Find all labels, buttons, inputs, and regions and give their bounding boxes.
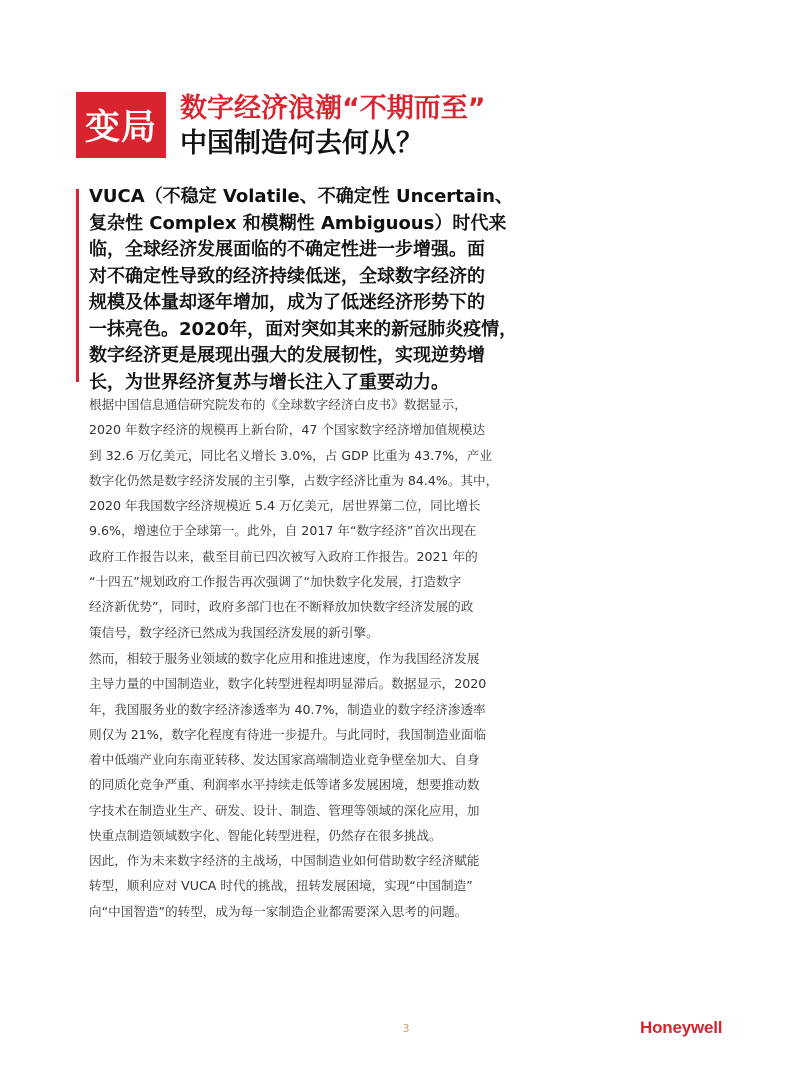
body-paragraph-3: [89, 848, 529, 924]
body-line: 根据中国信息通信研究院发布的《全球数字经济白皮书》数据显示，: [89, 397, 467, 412]
body-line: 因此，作为未来数字经济的主战场，中国制造业如何借助数字经济赋能: [89, 853, 480, 868]
title-line-1: 数字经济浪潮“不期而至”: [180, 93, 486, 124]
lead-line: VUCA（不稳定 Volatile、不确定性 Uncertain、: [89, 186, 513, 207]
title-line-2: 中国制造何去何从？: [180, 128, 423, 159]
lead-line: 数字经济更是展现出强大的发展韧性，实现逆势增: [89, 345, 485, 366]
honeywell-logo: Honeywell: [640, 1018, 723, 1037]
page-number: 3: [402, 1022, 410, 1035]
section-badge: 变局: [76, 92, 166, 158]
body-line: 政府工作报告以来，截至目前已四次被写入政府工作报告。2021 年的: [89, 548, 478, 564]
lead-line: 一抹亮色。2020年，面对突如其来的新冠肺炎疫情，: [89, 318, 518, 340]
body-line: 然而，相较于服务业领域的数字化应用和推进速度，作为我国经济发展: [89, 651, 480, 666]
body-line: 字技术在制造业生产、研发、设计、制造、管理等领域的深化应用，加: [89, 802, 480, 818]
body-line: 向“中国智造”的转型，成为每一家制造企业都需要深入思考的问题。: [89, 903, 468, 919]
body-line: 经济新优势”，同时，政府多部门也在不断释放加快数字经济发展的政: [89, 599, 474, 615]
body-line: 2020 年数字经济的规模再上新台阶，47 个国家数字经济增加值规模达: [89, 422, 486, 438]
body-line: 主导力量的中国制造业，数字化转型进程却明显滞后。数据显示，2020: [89, 676, 487, 692]
body-paragraph-1: [89, 392, 529, 645]
body-line: 年，我国服务业的数字经济渗透率为 40.7%，制造业的数字经济渗透率: [89, 701, 486, 717]
body-line: 9.6%，增速位于全球第一。此外，自 2017 年“数字经济”首次出现在: [89, 523, 477, 539]
lead-paragraph: [89, 184, 529, 396]
body-line: 数字化仍然是数字经济发展的主引擎，占数字经济比重为 84.4%。其中，: [89, 472, 499, 488]
body-paragraph-2: [89, 646, 529, 848]
lead-line: 规模及体量却逐年增加，成为了低迷经济形势下的: [89, 292, 485, 313]
body-line: 着中低端产业向东南亚转移、发达国家高端制造业竞争壁垒加大、自身: [89, 752, 480, 768]
lead-line: 临，全球经济发展面临的不确定性进一步增强。面: [89, 239, 485, 260]
body-line: 2020 年我国数字经济规模近 5.4 万亿美元，居世界第二位，同比增长: [89, 498, 481, 514]
body-line: 策信号，数字经济已然成为我国经济发展的新引擎。: [89, 624, 379, 640]
body-line: 的同质化竞争严重、利润率水平持续走低等诸多发展困境，想要推动数: [89, 777, 480, 793]
body-line: 到 32.6 万亿美元，同比名义增长 3.0%，占 GDP 比重为 43.7%，产业: [89, 447, 492, 463]
lead-line: 复杂性 Complex 和模糊性 Ambiguous）时代来: [89, 212, 507, 234]
lead-accent-bar: [76, 189, 79, 382]
lead-line: 长，为世界经济复苏与增长注入了重要动力。: [89, 371, 449, 393]
lead-line: 对不确定性导致的经济持续低迷，全球数字经济的: [89, 265, 485, 287]
body-line: 转型，顺利应对 VUCA 时代的挑战，扭转发展困境，实现“中国制造”: [89, 878, 473, 894]
body-line: 快重点制造领域数字化、智能化转型进程，仍然存在很多挑战。: [89, 828, 442, 844]
body-line: “十四五”规划政府工作报告再次强调了“加快数字化发展，打造数字: [89, 574, 462, 590]
body-line: 则仅为 21%，数字化程度有待进一步提升。与此同时，我国制造业面临: [89, 726, 487, 742]
